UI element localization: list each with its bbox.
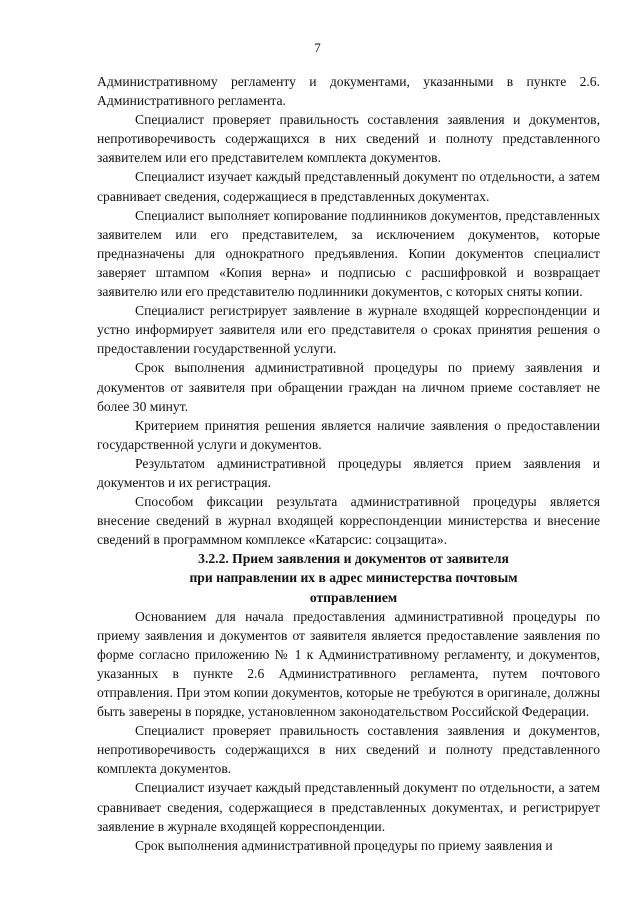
paragraph: Специалист изучает каждый представленный документ по отдельности, а затем сравнивает сведения, содержащиеся в представленных документах.: [97, 169, 600, 204]
section-heading-line: отправлением: [309, 589, 398, 605]
page-number: 7: [314, 40, 321, 55]
paragraph: Способом фиксации результата административной процедуры является внесение сведений в журнал входящей корреспонденции министерства и внесение сведений в программном комплексе «Катарсис: соцзащита».: [97, 494, 600, 548]
paragraph: Срок выполнения административной процедуры по приему заявления и документов от заявителя при обращении граждан на личном приеме составляет не более 30 минут.: [97, 360, 600, 414]
paragraph: Специалист проверяет правильность составления заявления и документов, непротиворечивость содержащихся в них сведений и полноту представленного комплекта документов.: [97, 723, 600, 777]
section-heading-line: при направлении их в адрес министерства почтовым: [189, 570, 518, 586]
paragraph: Специалист регистрирует заявление в журнале входящей корреспонденции и устно информирует заявителя или его представителя о сроках принятия решения о предоставлении государственной услуги.: [97, 303, 600, 357]
paragraph: Специалист проверяет правильность составления заявления и документов, непротиворечивость содержащихся в них сведений и полноту представленного заявителем или его представителем комплекта документов.: [97, 112, 600, 166]
paragraph: Результатом административной процедуры является прием заявления и документов и их регистрация.: [97, 455, 600, 490]
paragraph: Срок выполнения административной процедуры по приему заявления и: [135, 837, 553, 853]
paragraph: Административному регламенту и документами, указанными в пункте 2.6. Административного регламента.: [97, 74, 600, 109]
document-body: [97, 72, 600, 855]
paragraph: Основанием для начала предоставления административной процедуры по приему заявления и документов от заявителя является предоставление заявления по форме согласно приложению № 1 к Административному регламенту, и документов, указанных в пункте 2.6 Административного регламента, путем почтового отправления. При этом копии документов, которые не требуются в оригинале, должны быть заверены в порядке, установленном законодательством Российской Федерации.: [97, 608, 600, 720]
paragraph: Специалист выполняет копирование подлинников документов, представленных заявителем или его представителем, за исключением документов, которые предназначены для однократного предъявления. Копии документов специалист заверяет штампом «Копия верна» и подписью с расшифровкой и возвращает заявителю или его представителю подлинники документов, с которых сняты копии.: [97, 207, 600, 300]
section-heading-line: 3.2.2. Прием заявления и документов от заявителя: [198, 551, 509, 567]
paragraph: Критерием принятия решения является наличие заявления о предоставлении государственной услуги и документов.: [97, 417, 600, 452]
section-heading: [97, 549, 600, 606]
paragraph: Специалист изучает каждый представленный документ по отдельности, а затем сравнивает сведения, содержащиеся в представленных документах, и регистрирует заявление в журнале входящей корреспонденции.: [97, 780, 600, 834]
